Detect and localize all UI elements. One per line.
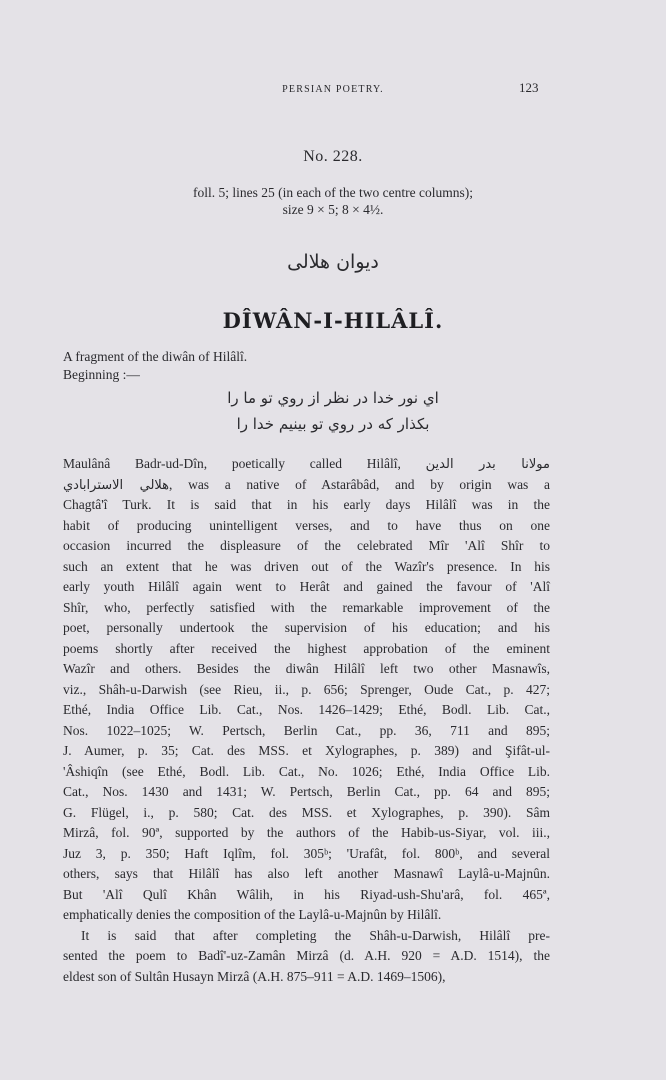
body-line: others, says that Hilâlî has also left another Masnawî Laylâ-u-Majnûn.	[63, 866, 550, 881]
arabic-name: هلالي الاسترابادي	[63, 477, 170, 493]
body-line: early youth Hilâlî again went to Herât and gained the favour of 'Alî	[63, 579, 550, 594]
body-text	[63, 454, 550, 987]
collation-line: size 9 × 5; 8 × 4½.	[282, 202, 384, 217]
body-line: Nos. 1022–1025; W. Pertsch, Berlin Cat., pp. 36, 711 and 895;	[63, 722, 550, 738]
body-line: 'Âshiqîn (see Ethé, Bodl. Lib. Cat., No. 1026; Ethé, India Office Lib.	[63, 763, 550, 779]
verse-line: اي نور خدا در نظر از روي تو ما را	[227, 389, 439, 407]
running-head: PERSIAN POETRY.	[282, 84, 384, 95]
body-line	[63, 454, 550, 475]
body-line: poet, personally undertook the supervision of his education; and his	[63, 620, 550, 635]
body-line: occasion incurred the displeasure of the celebrated Mîr 'Alî Shîr to	[63, 538, 550, 553]
body-line: It is said that after completing the Shâh-u-Darwish, Hilâlî pre-	[81, 927, 550, 943]
page-number: 123	[519, 80, 539, 95]
intro-line: Beginning :—	[63, 367, 140, 382]
intro-line: A fragment of the diwân of Hilâlî.	[63, 349, 248, 364]
collation-note	[0, 184, 666, 218]
body-text-segment: Maulânâ Badr-ud-Dîn, poetically called Hilâlî,	[63, 456, 426, 471]
body-line: Ethé, India Office Lib. Cat., Nos. 1426–1429; Ethé, Bodl. Lib. Cat.,	[63, 702, 550, 717]
persian-title: دیوان هلالی	[287, 251, 379, 273]
entry-number: No. 228.	[303, 148, 363, 165]
body-line: Chagtâ'î Turk. It is said that in his early days Hilâlî was in the	[63, 497, 550, 512]
body-line: poems shortly after received the highest approbation of the eminent	[63, 640, 550, 656]
collation-line: foll. 5; lines 25 (in each of the two centre columns);	[192, 185, 474, 200]
verse-line: بکذار که در روي تو بينيم خدا را	[236, 415, 430, 433]
body-line: Wazîr and others. Besides the diwân Hilâlî left two other Masnawîs,	[63, 661, 550, 676]
body-text-segment: , was a native of Astarâbâd, and by origin was a	[169, 476, 550, 492]
body-line: J. Aumer, p. 35; Cat. des MSS. et Xylographes, p. 389) and Şifât-ul-	[63, 743, 550, 758]
opening-verses	[0, 385, 666, 437]
body-line: Cat., Nos. 1430 and 1431; W. Pertsch, Berlin Cat., pp. 64 and 895;	[63, 784, 550, 799]
body-line	[63, 475, 550, 496]
body-line: Juz 3, p. 350; Haft Iqlîm, fol. 305ᵇ; 'Urafât, fol. 800ᵇ, and several	[63, 845, 550, 861]
intro-text	[63, 348, 247, 384]
body-line: Shîr, who, perfectly satisfied with the remarkable improvement of the	[63, 599, 550, 615]
latin-title: DÎWÂN-I-HILÂLÎ.	[222, 308, 444, 333]
body-line: emphatically denies the composition of the Laylâ-u-Majnûn by Hilâlî.	[63, 907, 442, 922]
body-line: viz., Shâh-u-Darwish (see Rieu, ii., p. 656; Sprenger, Oude Cat., p. 427;	[63, 681, 550, 697]
arabic-name: مولانا بدر الدين	[425, 457, 550, 472]
body-line: such an extent that he was driven out of the Wazîr's presence. In his	[63, 558, 550, 574]
body-line: But 'Alî Qulî Khân Wâlih, in his Riyad-ush-Shu'arâ, fol. 465ª,	[63, 886, 550, 902]
body-line: habit of producing unintelligent verses, and to have thus on one	[63, 517, 550, 533]
body-line: sented the poem to Badî'-uz-Zamân Mirzâ (d. A.H. 920 = A.D. 1514), the	[63, 948, 550, 963]
body-line: eldest son of Sultân Husayn Mirzâ (A.H. 875–911 = A.D. 1469–1506),	[63, 968, 446, 984]
body-line: G. Flügel, i., p. 580; Cat. des MSS. et Xylographes, p. 390). Sâm	[63, 804, 550, 820]
body-line: Mirzâ, fol. 90ª, supported by the authors of the Habib-us-Siyar, vol. iii.,	[63, 825, 550, 840]
